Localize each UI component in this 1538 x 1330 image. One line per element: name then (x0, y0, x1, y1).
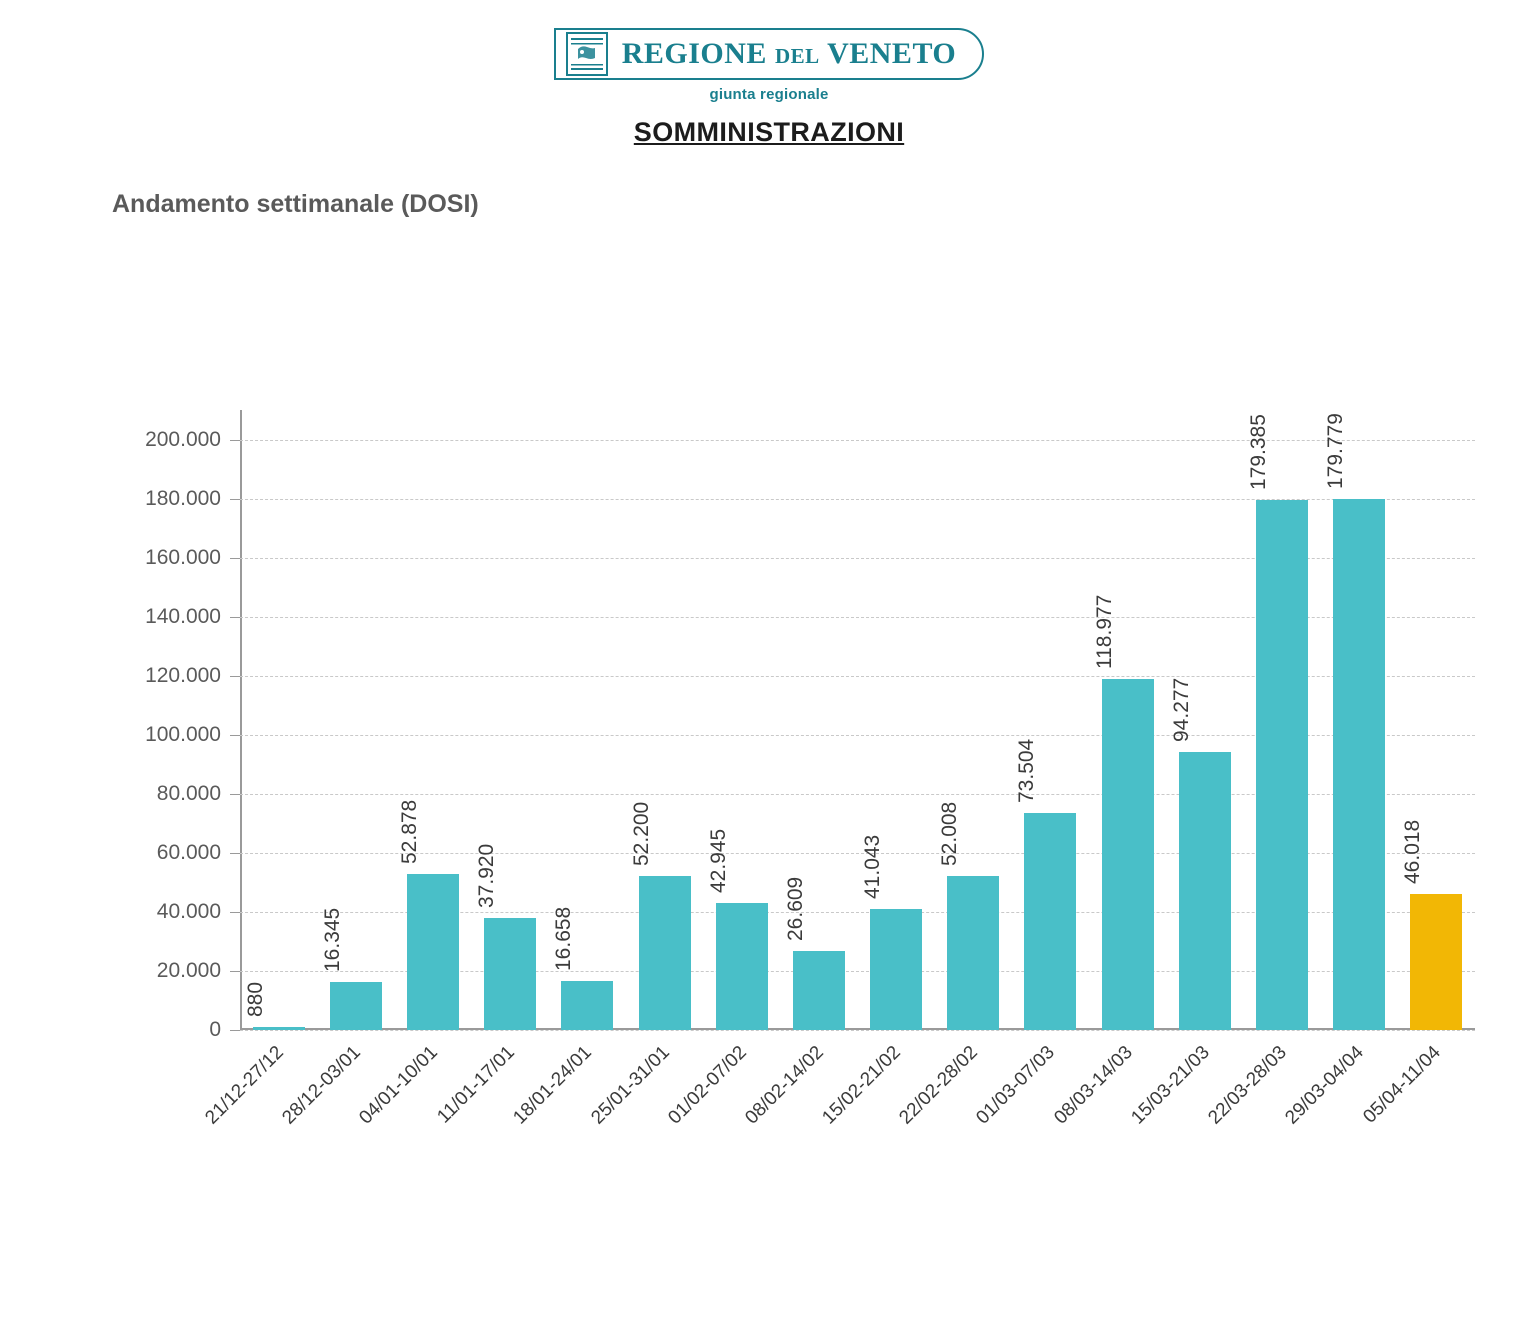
bar-value-label: 46.018 (1401, 819, 1425, 885)
y-axis-tick-mark (230, 499, 240, 500)
y-axis-tick-label: 160.000 (145, 545, 221, 569)
bar[interactable] (407, 874, 459, 1030)
page-header (0, 0, 1538, 148)
bar-value-label: 16.345 (320, 907, 344, 972)
bar[interactable] (330, 982, 382, 1030)
bar[interactable] (1024, 813, 1076, 1030)
gridline (240, 1030, 1475, 1031)
y-axis-tick-mark (230, 558, 240, 559)
y-axis-tick-mark (230, 676, 240, 677)
bar-value-label: 37.920 (475, 843, 499, 909)
y-axis-tick-label: 80.000 (156, 781, 221, 805)
x-axis-tick-label: 22/03-28/03 (1204, 1042, 1291, 1129)
bar-value-label: 26.609 (783, 877, 807, 942)
bar[interactable] (947, 876, 999, 1030)
bar[interactable] (1410, 894, 1462, 1030)
y-axis-tick-label: 100.000 (145, 722, 221, 746)
y-axis-tick-label: 40.000 (156, 899, 221, 923)
y-axis-tick-label: 180.000 (145, 486, 221, 510)
bar-value-label: 179.385 (1247, 414, 1271, 491)
chart-container (0, 300, 1538, 1180)
x-axis-tick-label: 01/02-07/02 (664, 1042, 751, 1129)
bar[interactable] (561, 981, 613, 1030)
y-axis-tick-mark (230, 440, 240, 441)
y-axis-tick-label: 140.000 (145, 604, 221, 628)
x-axis-tick-label: 08/03-14/03 (1049, 1042, 1137, 1129)
bar-group (858, 410, 935, 1030)
y-axis-tick-label: 200.000 (145, 427, 221, 451)
x-axis-tick-label: 15/02-21/02 (818, 1042, 905, 1129)
x-axis-tick-label: 21/12-27/12 (200, 1042, 288, 1129)
bar-group (626, 410, 703, 1030)
x-axis-tick-label: 22/02-28/02 (895, 1042, 983, 1129)
bar-value-label: 73.504 (1015, 738, 1039, 803)
bar-group (1321, 410, 1398, 1030)
x-axis-tick-label: 25/01-31/01 (586, 1042, 674, 1129)
bar-group (549, 410, 626, 1030)
x-axis-tick-label: 04/01-10/01 (355, 1042, 442, 1129)
y-axis-tick-mark (230, 617, 240, 618)
logo-text-veneto: VENETO (827, 37, 957, 70)
page-title: SOMMINISTRAZIONI (633, 117, 905, 147)
bar-group (935, 410, 1012, 1030)
x-axis-tick-label: 15/03-21/03 (1127, 1042, 1214, 1129)
bar-value-label: 42.945 (706, 828, 730, 894)
y-axis-tick-mark (230, 853, 240, 854)
y-axis-tick-mark (230, 735, 240, 736)
chart-title: Andamento settimanale (DOSI) (112, 190, 479, 218)
x-axis-tick-label: 28/12-03/01 (278, 1042, 365, 1129)
x-axis-tick (1359, 1032, 1475, 1192)
bar-group (780, 410, 857, 1030)
bar-group (1398, 410, 1475, 1030)
bar-value-label: 118.977 (1092, 594, 1116, 669)
bar[interactable] (793, 951, 845, 1030)
bar[interactable] (1179, 752, 1231, 1030)
y-axis-tick-label: 60.000 (156, 840, 221, 864)
logo-text-del: DEL (774, 44, 820, 68)
bar[interactable] (716, 903, 768, 1030)
bar-value-label: 52.008 (938, 802, 962, 867)
logo-wordmark (622, 37, 957, 71)
chart-bars (240, 410, 1475, 1030)
bar-group (1166, 410, 1243, 1030)
y-axis-tick-label: 20.000 (156, 958, 221, 982)
bar-value-label: 880 (243, 982, 267, 1018)
y-axis-tick-mark (230, 912, 240, 913)
y-axis-tick-mark (230, 971, 240, 972)
x-axis-tick-label: 29/03-04/04 (1281, 1042, 1369, 1129)
bar-value-label: 16.658 (552, 906, 576, 971)
chart-plot-area (145, 410, 1475, 1041)
bar[interactable] (639, 876, 691, 1030)
regione-veneto-logo (554, 28, 985, 80)
bar-value-label: 41.043 (861, 834, 885, 899)
bar[interactable] (253, 1027, 305, 1030)
x-axis-tick-label: 05/04-11/04 (1359, 1042, 1446, 1128)
bar-value-label: 179.779 (1324, 413, 1348, 490)
x-axis-tick-label: 18/01-24/01 (509, 1042, 597, 1129)
x-axis-tick-label: 11/01-17/01 (433, 1042, 520, 1128)
bar[interactable] (484, 918, 536, 1030)
bar-value-label: 52.878 (397, 799, 421, 864)
y-axis-tick-mark (230, 794, 240, 795)
bar[interactable] (870, 909, 922, 1030)
bar-group (1243, 410, 1320, 1030)
logo-text-regione: REGIONE (621, 37, 767, 70)
y-axis-tick-label: 0 (209, 1018, 221, 1041)
bar-group (394, 410, 471, 1030)
bar-group (240, 410, 317, 1030)
bar[interactable] (1333, 499, 1385, 1030)
bar-value-label: 52.200 (629, 801, 653, 866)
veneto-lion-icon (566, 32, 608, 76)
x-axis-tick-label: 01/03-07/03 (972, 1042, 1060, 1129)
x-axis-tick-label: 08/02-14/02 (741, 1042, 828, 1129)
bar-group (472, 410, 549, 1030)
chart-x-labels (200, 1032, 1475, 1192)
bar-group (1012, 410, 1089, 1030)
bar-group (317, 410, 394, 1030)
bar-group (703, 410, 780, 1030)
bar-value-label: 94.277 (1169, 677, 1193, 742)
bar[interactable] (1102, 679, 1154, 1030)
y-axis-tick-label: 120.000 (145, 663, 221, 687)
logo-subtitle: giunta regionale (709, 86, 829, 103)
bar[interactable] (1256, 500, 1308, 1030)
bar-group (1089, 410, 1166, 1030)
y-axis-tick-mark (230, 1030, 240, 1031)
chart-plot (145, 410, 1475, 1330)
